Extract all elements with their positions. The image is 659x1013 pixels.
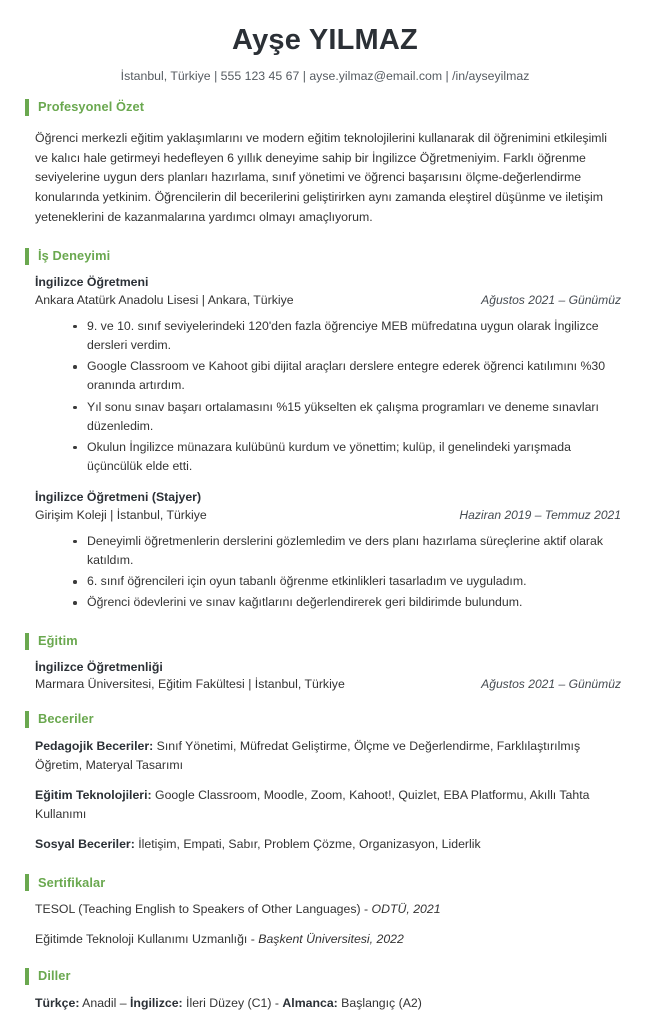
- skill-group: [35, 835, 621, 854]
- experience-meta-row: [35, 292, 621, 310]
- language-value: İleri Düzey (C1) -: [182, 996, 283, 1011]
- accent-bar-icon: [25, 968, 29, 985]
- experience-date: Haziran 2019 – Temmuz 2021: [459, 508, 621, 523]
- section-title-skills: Beceriler: [38, 711, 94, 727]
- languages-line: [35, 994, 621, 1012]
- list-item: Yıl sonu sınav başarı ortalamasını %15 yükselten ek çalışma programları ve deneme sınavları düzenledim.: [73, 398, 621, 436]
- skill-group-value: Google Classroom, Moodle, Zoom, Kahoot!, Quizlet, EBA Platformu, Akıllı Tahta Kullanımı: [35, 788, 590, 822]
- accent-bar-icon: [25, 874, 29, 891]
- education-degree: İngilizce Öğretmenliği: [35, 659, 163, 674]
- language-label: İngilizce:: [130, 996, 183, 1011]
- experience-organization: Ankara Atatürk Anadolu Lisesi | Ankara, Türkiye: [35, 292, 294, 307]
- section-title-certificates: Sertifikalar: [38, 874, 106, 890]
- section-body-summary: [25, 129, 625, 229]
- accent-bar-icon: [25, 248, 29, 265]
- language-value: Başlangıç (A2): [337, 996, 422, 1011]
- list-item: Deneyimli öğretmenlerin derslerini gözlemledim ve ders planı hazırlama süreçlerine aktif olarak katıldım.: [73, 532, 621, 570]
- experience-bullet-list: [35, 532, 621, 613]
- accent-bar-icon: [25, 99, 29, 116]
- certificate-name: Eğitimde Teknoloji Kullanımı Uzmanlığı -: [35, 931, 259, 946]
- list-item: Öğrenci ödevlerini ve sınav kağıtlarını değerlendirerek geri bildirimde bulundum.: [73, 593, 621, 612]
- certificate-meta: ODTÜ, 2021: [371, 902, 441, 917]
- skill-group-label: Pedagojik Beceriler:: [35, 739, 154, 754]
- section-body-languages: [25, 994, 625, 1012]
- experience-entry: [35, 274, 621, 476]
- list-item: Okulun İngilizce münazara kulübünü kurdum ve yönettim; kulüp, il genelindeki yarışmada üçüncülük elde etti.: [73, 438, 621, 476]
- education-date: Ağustos 2021 – Günümüz: [481, 677, 621, 692]
- skill-group-label: Sosyal Beceriler:: [35, 837, 135, 852]
- skill-group-value: Sınıf Yönetimi, Müfredat Geliştirme, Ölçme ve Değerlendirme, Farklılaştırılmış Öğretim, Materyal Tasarımı: [35, 739, 581, 773]
- education-institution: Marmara Üniversitesi, Eğitim Fakültesi | İstanbul, Türkiye: [35, 677, 345, 692]
- skill-group: [35, 737, 621, 775]
- section-header-certificates: [25, 874, 625, 891]
- section-header-languages: [25, 968, 625, 985]
- experience-bullet-list: [35, 317, 621, 476]
- certificate-name: TESOL (Teaching English to Speakers of Other Languages) -: [35, 902, 372, 917]
- list-item: 9. ve 10. sınıf seviyelerindeki 120'den fazla öğrenciye MEB müfredatına uygun olarak İngilizce dersleri verdim.: [73, 317, 621, 355]
- section-body-skills: [25, 737, 625, 854]
- language-label: Almanca:: [282, 996, 338, 1011]
- section-title-experience: İş Deneyimi: [38, 248, 111, 264]
- section-experience: [25, 248, 625, 612]
- skill-group: [35, 786, 621, 824]
- candidate-name: Ayşe YILMAZ: [232, 24, 418, 56]
- section-skills: [25, 711, 625, 854]
- section-title-summary: Profesyonel Özet: [38, 99, 145, 115]
- section-header-summary: [25, 99, 625, 116]
- accent-bar-icon: [25, 633, 29, 650]
- section-education: [25, 633, 625, 695]
- certificate-item: [35, 930, 621, 948]
- section-body-education: [25, 659, 625, 695]
- section-certificates: [25, 874, 625, 948]
- contact-line: İstanbul, Türkiye | 555 123 45 67 | ayse.yilmaz@email.com | /in/ayseyilmaz: [120, 69, 530, 84]
- list-item: 6. sınıf öğrencileri için oyun tabanlı öğrenme etkinlikleri tasarladım ve uyguladım.: [73, 572, 621, 591]
- education-entry: [35, 659, 621, 695]
- summary-text: Öğrenci merkezli eğitim yaklaşımlarını ve modern eğitim teknolojilerini kullanarak dil öğrenimini etkileşimli ve kalıcı hale getirmeyi hedefleyen 6 yıllık deneyime sahip bir İngilizce Öğretmeniyim. Farklı öğrenme seviyelerine uygun ders planları hazırlama, sınıf yönetimi ve öğrenci başarısını ölçme-değerlendirme konularında yetkinim. Öğrencilerin dil becerilerini geliştirirken aynı zamanda eleştirel düşünme ve iletişim yeteneklerini de kazanmalarına yardımcı olmayı amaçlıyorum.: [35, 130, 608, 225]
- section-title-languages: Diller: [38, 968, 71, 984]
- language-value: Anadil –: [79, 996, 131, 1011]
- section-header-experience: [25, 248, 625, 265]
- education-meta-row: [35, 676, 621, 694]
- accent-bar-icon: [25, 711, 29, 728]
- experience-date: Ağustos 2021 – Günümüz: [481, 292, 621, 307]
- section-header-skills: [25, 711, 625, 728]
- experience-meta-row: [35, 507, 621, 525]
- certificate-item: [35, 900, 621, 918]
- experience-role: İngilizce Öğretmeni (Stajyer): [35, 490, 202, 505]
- skill-group-value: İletişim, Empati, Sabır, Problem Çözme, Organizasyon, Liderlik: [134, 837, 481, 852]
- section-title-education: Eğitim: [38, 632, 78, 648]
- experience-role: İngilizce Öğretmeni: [35, 275, 149, 290]
- section-header-education: [25, 633, 625, 650]
- section-body-certificates: [25, 900, 625, 948]
- experience-organization: Girişim Koleji | İstanbul, Türkiye: [35, 508, 207, 523]
- section-body-experience: [25, 274, 625, 612]
- language-label: Türkçe:: [35, 996, 80, 1011]
- experience-entry: [35, 489, 621, 612]
- certificate-meta: Başkent Üniversitesi, 2022: [258, 931, 404, 946]
- skill-group-label: Eğitim Teknolojileri:: [35, 788, 152, 803]
- resume-header: [25, 20, 625, 85]
- list-item: Google Classroom ve Kahoot gibi dijital araçları derslere entegre ederek öğrenci katılımını %30 oranında artırdım.: [73, 357, 621, 395]
- section-summary: [25, 99, 625, 228]
- section-languages: [25, 968, 625, 1012]
